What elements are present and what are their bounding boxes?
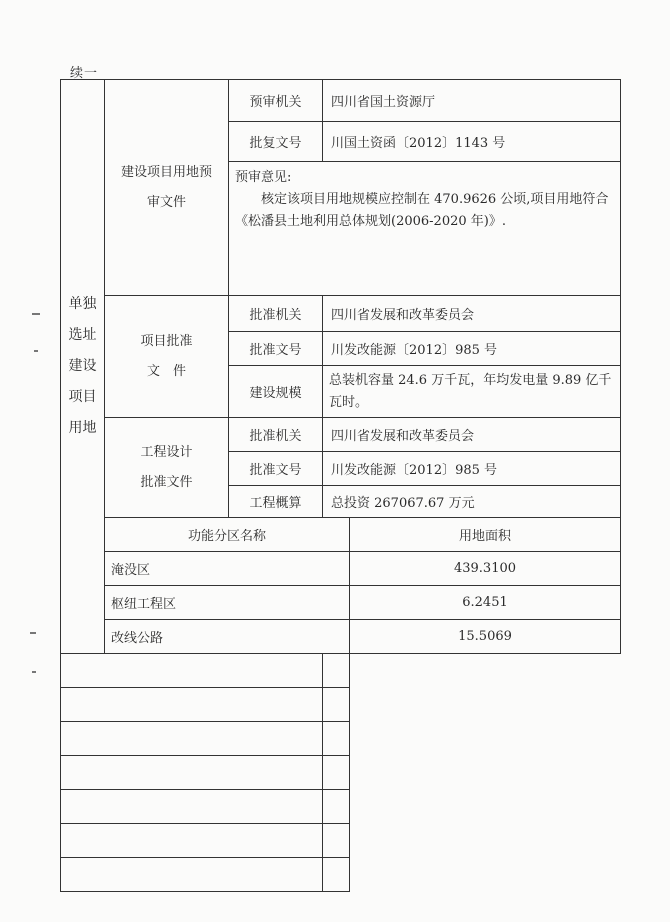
empty-cell — [61, 756, 323, 790]
design-docno-value: 川发改能源〔2012〕985 号 — [323, 452, 621, 486]
empty-cell — [323, 722, 350, 756]
empty-cell — [323, 756, 350, 790]
empty-cell — [61, 790, 323, 824]
zone-name: 枢纽工程区 — [105, 586, 350, 620]
empty-cell — [61, 654, 323, 688]
project-scale-label: 建设规模 — [229, 366, 323, 418]
project-approval-group-cell — [105, 296, 229, 418]
table-row — [61, 824, 621, 858]
pre-review-group-cell — [105, 80, 229, 296]
project-authority-value: 四川省发展和改革委员会 — [323, 296, 621, 332]
table-row — [61, 620, 621, 654]
zones-header-name: 功能分区名称 — [105, 518, 350, 552]
design-authority-row — [61, 418, 621, 452]
table-row — [61, 756, 621, 790]
scan-mark — [32, 671, 36, 673]
empty-cell — [61, 824, 323, 858]
scan-mark — [32, 313, 40, 315]
zone-name: 改线公路 — [105, 620, 350, 654]
pre-review-group-label: 建设项目用地预审文件 — [120, 164, 212, 210]
design-docno-label: 批准文号 — [229, 452, 323, 486]
opinion-title: 预审意见: — [235, 170, 292, 185]
table-row — [61, 586, 621, 620]
project-authority-label: 批准机关 — [229, 296, 323, 332]
pre-review-docno-value: 川国土资函〔2012〕1143 号 — [323, 122, 621, 162]
design-budget-label: 工程概算 — [229, 486, 323, 518]
land-use-form-table — [60, 79, 621, 892]
empty-cell — [323, 654, 350, 688]
design-authority-value: 四川省发展和改革委员会 — [323, 418, 621, 452]
pre-review-opinion-cell — [229, 162, 621, 296]
project-approval-label-line2: 文 件 — [146, 363, 186, 379]
pre-review-authority-row — [61, 80, 621, 122]
zones-header-row — [61, 518, 621, 552]
table-row — [61, 858, 621, 892]
empty-cell — [61, 858, 323, 892]
empty-cell — [323, 790, 350, 824]
project-docno-value: 川发改能源〔2012〕985 号 — [323, 332, 621, 366]
continued-label: 续一 — [70, 66, 99, 81]
project-authority-row — [61, 296, 621, 332]
main-label-cell — [61, 80, 105, 654]
scan-mark — [34, 350, 38, 352]
table-row — [61, 654, 621, 688]
table-row — [61, 688, 621, 722]
design-approval-label-line2: 批准文件 — [140, 474, 193, 490]
design-approval-label-line1: 工程设计 — [140, 444, 193, 460]
empty-cell — [323, 858, 350, 892]
zone-area: 6.2451 — [350, 586, 621, 620]
opinion-text: 核定该项目用地规模应控制在 470.9626 公顷,项目用地符合《松潘县土地利用总体规划(2006-2020 年)》. — [235, 192, 609, 229]
scan-mark — [30, 632, 36, 634]
zone-name: 淹没区 — [105, 552, 350, 586]
table-row — [61, 722, 621, 756]
table-row — [61, 790, 621, 824]
pre-review-authority-value: 四川省国土资源厅 — [323, 80, 621, 122]
empty-cell — [61, 688, 323, 722]
main-label: 单独选址建设项目用地 — [68, 296, 97, 436]
empty-cell — [61, 722, 323, 756]
design-budget-value: 总投资 267067.67 万元 — [323, 486, 621, 518]
pre-review-docno-label: 批复文号 — [229, 122, 323, 162]
project-scale-value: 总装机容量 24.6 万千瓦，年均发电量 9.89 亿千瓦时。 — [323, 366, 621, 418]
zone-area: 439.3100 — [350, 552, 621, 586]
project-docno-label: 批准文号 — [229, 332, 323, 366]
zones-header-area: 用地面积 — [350, 518, 621, 552]
pre-review-authority-label: 预审机关 — [229, 80, 323, 122]
empty-cell — [323, 824, 350, 858]
zone-area: 15.5069 — [350, 620, 621, 654]
project-approval-label-line1: 项目批准 — [140, 333, 193, 349]
empty-cell — [323, 688, 350, 722]
design-approval-group-cell — [105, 418, 229, 518]
table-row — [61, 552, 621, 586]
design-authority-label: 批准机关 — [229, 418, 323, 452]
